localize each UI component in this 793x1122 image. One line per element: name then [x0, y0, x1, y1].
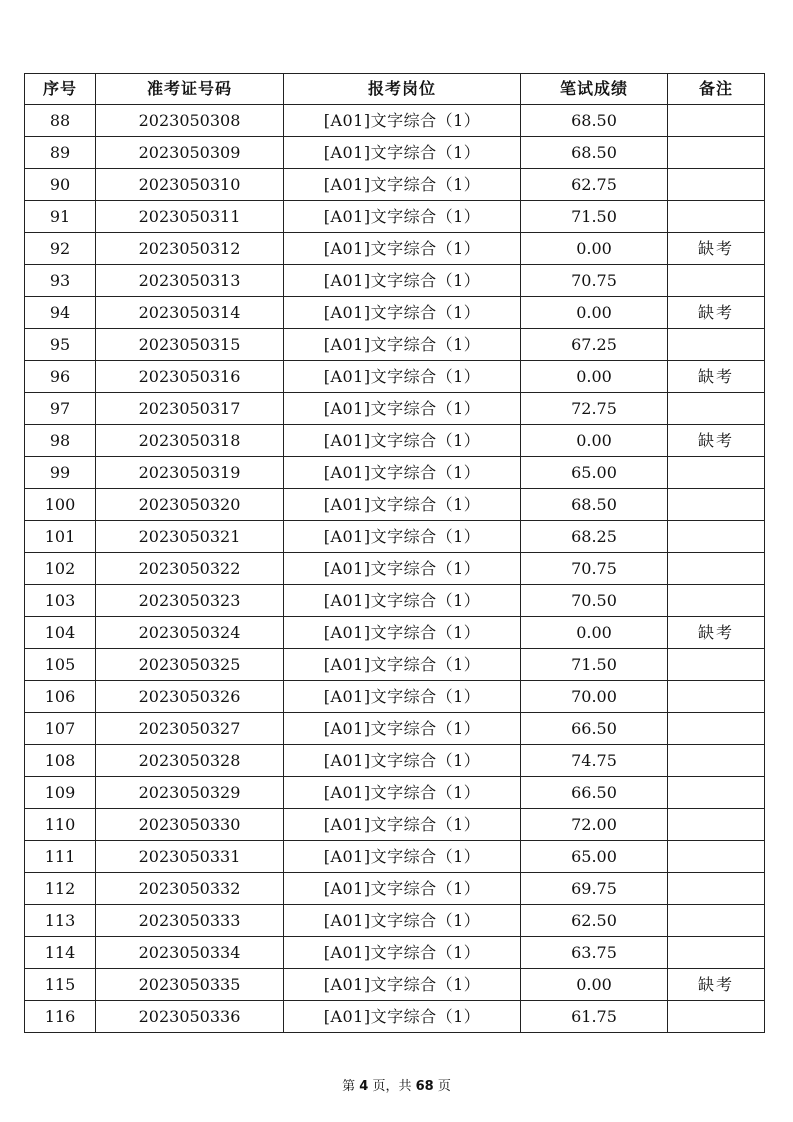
cell-remark — [668, 713, 765, 745]
cell-score: 71.50 — [521, 201, 668, 233]
cell-ticket-number: 2023050334 — [96, 937, 284, 969]
cell-score: 66.50 — [521, 713, 668, 745]
cell-seq: 116 — [25, 1001, 96, 1033]
table-row — [25, 777, 765, 809]
cell-score: 68.50 — [521, 489, 668, 521]
cell-ticket-number: 2023050328 — [96, 745, 284, 777]
cell-position: [A01]文字综合（1） — [284, 361, 521, 393]
cell-seq: 91 — [25, 201, 96, 233]
table-row — [25, 937, 765, 969]
cell-ticket-number: 2023050323 — [96, 585, 284, 617]
cell-position: [A01]文字综合（1） — [284, 681, 521, 713]
cell-position: [A01]文字综合（1） — [284, 969, 521, 1001]
cell-score: 0.00 — [521, 617, 668, 649]
table-row — [25, 969, 765, 1001]
cell-position: [A01]文字综合（1） — [284, 265, 521, 297]
table-row — [25, 393, 765, 425]
table-row — [25, 457, 765, 489]
cell-remark — [668, 937, 765, 969]
cell-score: 68.50 — [521, 105, 668, 137]
cell-remark — [668, 105, 765, 137]
header-remark: 备注 — [668, 74, 765, 105]
cell-position: [A01]文字综合（1） — [284, 937, 521, 969]
cell-remark — [668, 777, 765, 809]
cell-seq: 113 — [25, 905, 96, 937]
cell-position: [A01]文字综合（1） — [284, 425, 521, 457]
cell-ticket-number: 2023050310 — [96, 169, 284, 201]
cell-ticket-number: 2023050319 — [96, 457, 284, 489]
cell-remark: 缺考 — [668, 425, 765, 457]
cell-seq: 104 — [25, 617, 96, 649]
cell-seq: 105 — [25, 649, 96, 681]
cell-remark — [668, 201, 765, 233]
cell-score: 63.75 — [521, 937, 668, 969]
cell-seq: 114 — [25, 937, 96, 969]
table-row — [25, 841, 765, 873]
cell-position: [A01]文字综合（1） — [284, 297, 521, 329]
cell-remark — [668, 745, 765, 777]
cell-ticket-number: 2023050318 — [96, 425, 284, 457]
table-row — [25, 1001, 765, 1033]
table-header — [25, 74, 765, 105]
cell-ticket-number: 2023050314 — [96, 297, 284, 329]
cell-score: 61.75 — [521, 1001, 668, 1033]
cell-seq: 88 — [25, 105, 96, 137]
cell-score: 69.75 — [521, 873, 668, 905]
cell-score: 65.00 — [521, 457, 668, 489]
cell-remark — [668, 873, 765, 905]
cell-seq: 99 — [25, 457, 96, 489]
table-body — [25, 105, 765, 1033]
cell-remark — [668, 681, 765, 713]
table-row — [25, 745, 765, 777]
cell-score: 70.50 — [521, 585, 668, 617]
cell-score: 70.00 — [521, 681, 668, 713]
cell-ticket-number: 2023050336 — [96, 1001, 284, 1033]
cell-ticket-number: 2023050332 — [96, 873, 284, 905]
cell-remark — [668, 329, 765, 361]
footer-total-pages: 68 — [415, 1079, 434, 1094]
cell-remark — [668, 553, 765, 585]
cell-position: [A01]文字综合（1） — [284, 233, 521, 265]
cell-seq: 90 — [25, 169, 96, 201]
cell-seq: 108 — [25, 745, 96, 777]
cell-score: 0.00 — [521, 425, 668, 457]
table-row — [25, 329, 765, 361]
footer-prefix: 第 — [342, 1079, 360, 1094]
cell-seq: 106 — [25, 681, 96, 713]
cell-position: [A01]文字综合（1） — [284, 617, 521, 649]
cell-position: [A01]文字综合（1） — [284, 841, 521, 873]
table-row — [25, 905, 765, 937]
cell-position: [A01]文字综合（1） — [284, 489, 521, 521]
table-row — [25, 137, 765, 169]
table-row — [25, 713, 765, 745]
cell-score: 65.00 — [521, 841, 668, 873]
footer-page-number: 4 — [359, 1079, 369, 1094]
cell-seq: 101 — [25, 521, 96, 553]
cell-seq: 100 — [25, 489, 96, 521]
cell-ticket-number: 2023050326 — [96, 681, 284, 713]
cell-remark — [668, 521, 765, 553]
cell-seq: 107 — [25, 713, 96, 745]
cell-position: [A01]文字综合（1） — [284, 201, 521, 233]
cell-score: 74.75 — [521, 745, 668, 777]
cell-remark: 缺考 — [668, 233, 765, 265]
cell-remark: 缺考 — [668, 617, 765, 649]
cell-position: [A01]文字综合（1） — [284, 457, 521, 489]
cell-position: [A01]文字综合（1） — [284, 713, 521, 745]
cell-remark: 缺考 — [668, 969, 765, 1001]
cell-score: 0.00 — [521, 361, 668, 393]
cell-seq: 115 — [25, 969, 96, 1001]
table-row — [25, 169, 765, 201]
cell-seq: 97 — [25, 393, 96, 425]
cell-position: [A01]文字综合（1） — [284, 585, 521, 617]
cell-ticket-number: 2023050325 — [96, 649, 284, 681]
cell-score: 70.75 — [521, 553, 668, 585]
cell-score: 72.75 — [521, 393, 668, 425]
cell-remark: 缺考 — [668, 361, 765, 393]
table-row — [25, 425, 765, 457]
page-footer — [0, 1075, 793, 1094]
cell-remark — [668, 649, 765, 681]
cell-remark — [668, 809, 765, 841]
cell-ticket-number: 2023050312 — [96, 233, 284, 265]
cell-ticket-number: 2023050308 — [96, 105, 284, 137]
table-row — [25, 681, 765, 713]
cell-seq: 112 — [25, 873, 96, 905]
cell-remark — [668, 457, 765, 489]
table-row — [25, 873, 765, 905]
cell-remark — [668, 1001, 765, 1033]
cell-seq: 110 — [25, 809, 96, 841]
cell-position: [A01]文字综合（1） — [284, 393, 521, 425]
cell-ticket-number: 2023050309 — [96, 137, 284, 169]
table-row — [25, 361, 765, 393]
cell-seq: 94 — [25, 297, 96, 329]
table-row — [25, 201, 765, 233]
cell-score: 0.00 — [521, 297, 668, 329]
cell-seq: 89 — [25, 137, 96, 169]
table-row — [25, 297, 765, 329]
cell-ticket-number: 2023050315 — [96, 329, 284, 361]
cell-ticket-number: 2023050335 — [96, 969, 284, 1001]
cell-remark — [668, 265, 765, 297]
cell-ticket-number: 2023050322 — [96, 553, 284, 585]
header-ticket-number: 准考证号码 — [96, 74, 284, 105]
table-row — [25, 521, 765, 553]
cell-ticket-number: 2023050327 — [96, 713, 284, 745]
cell-seq: 95 — [25, 329, 96, 361]
footer-suffix: 页 — [433, 1079, 451, 1094]
table-row — [25, 585, 765, 617]
cell-position: [A01]文字综合（1） — [284, 521, 521, 553]
table-row — [25, 233, 765, 265]
cell-ticket-number: 2023050313 — [96, 265, 284, 297]
cell-ticket-number: 2023050333 — [96, 905, 284, 937]
cell-remark — [668, 585, 765, 617]
footer-middle: 页，共 — [368, 1079, 416, 1094]
cell-seq: 103 — [25, 585, 96, 617]
cell-position: [A01]文字综合（1） — [284, 905, 521, 937]
table-row — [25, 265, 765, 297]
cell-position: [A01]文字综合（1） — [284, 329, 521, 361]
cell-ticket-number: 2023050331 — [96, 841, 284, 873]
cell-position: [A01]文字综合（1） — [284, 553, 521, 585]
cell-position: [A01]文字综合（1） — [284, 1001, 521, 1033]
cell-ticket-number: 2023050329 — [96, 777, 284, 809]
cell-score: 70.75 — [521, 265, 668, 297]
header-seq: 序号 — [25, 74, 96, 105]
cell-position: [A01]文字综合（1） — [284, 745, 521, 777]
cell-score: 67.25 — [521, 329, 668, 361]
cell-ticket-number: 2023050320 — [96, 489, 284, 521]
cell-seq: 93 — [25, 265, 96, 297]
cell-position: [A01]文字综合（1） — [284, 137, 521, 169]
cell-seq: 102 — [25, 553, 96, 585]
table-row — [25, 105, 765, 137]
cell-remark — [668, 489, 765, 521]
cell-score: 72.00 — [521, 809, 668, 841]
cell-score: 71.50 — [521, 649, 668, 681]
cell-seq: 98 — [25, 425, 96, 457]
cell-score: 68.50 — [521, 137, 668, 169]
cell-seq: 92 — [25, 233, 96, 265]
header-row — [25, 74, 765, 105]
cell-remark — [668, 393, 765, 425]
cell-position: [A01]文字综合（1） — [284, 873, 521, 905]
cell-score: 0.00 — [521, 233, 668, 265]
cell-seq: 96 — [25, 361, 96, 393]
cell-ticket-number: 2023050324 — [96, 617, 284, 649]
header-position: 报考岗位 — [284, 74, 521, 105]
cell-score: 0.00 — [521, 969, 668, 1001]
cell-score: 68.25 — [521, 521, 668, 553]
cell-ticket-number: 2023050311 — [96, 201, 284, 233]
cell-remark — [668, 841, 765, 873]
table-row — [25, 553, 765, 585]
table-row — [25, 617, 765, 649]
cell-score: 62.50 — [521, 905, 668, 937]
cell-score: 66.50 — [521, 777, 668, 809]
scores-table — [24, 73, 765, 1033]
cell-remark — [668, 137, 765, 169]
table-row — [25, 809, 765, 841]
cell-remark — [668, 905, 765, 937]
cell-ticket-number: 2023050316 — [96, 361, 284, 393]
cell-ticket-number: 2023050317 — [96, 393, 284, 425]
cell-remark: 缺考 — [668, 297, 765, 329]
cell-remark — [668, 169, 765, 201]
cell-position: [A01]文字综合（1） — [284, 169, 521, 201]
cell-ticket-number: 2023050321 — [96, 521, 284, 553]
table-row — [25, 489, 765, 521]
header-score: 笔试成绩 — [521, 74, 668, 105]
cell-position: [A01]文字综合（1） — [284, 649, 521, 681]
cell-seq: 111 — [25, 841, 96, 873]
cell-score: 62.75 — [521, 169, 668, 201]
cell-position: [A01]文字综合（1） — [284, 777, 521, 809]
cell-position: [A01]文字综合（1） — [284, 809, 521, 841]
cell-seq: 109 — [25, 777, 96, 809]
cell-ticket-number: 2023050330 — [96, 809, 284, 841]
table-row — [25, 649, 765, 681]
cell-position: [A01]文字综合（1） — [284, 105, 521, 137]
